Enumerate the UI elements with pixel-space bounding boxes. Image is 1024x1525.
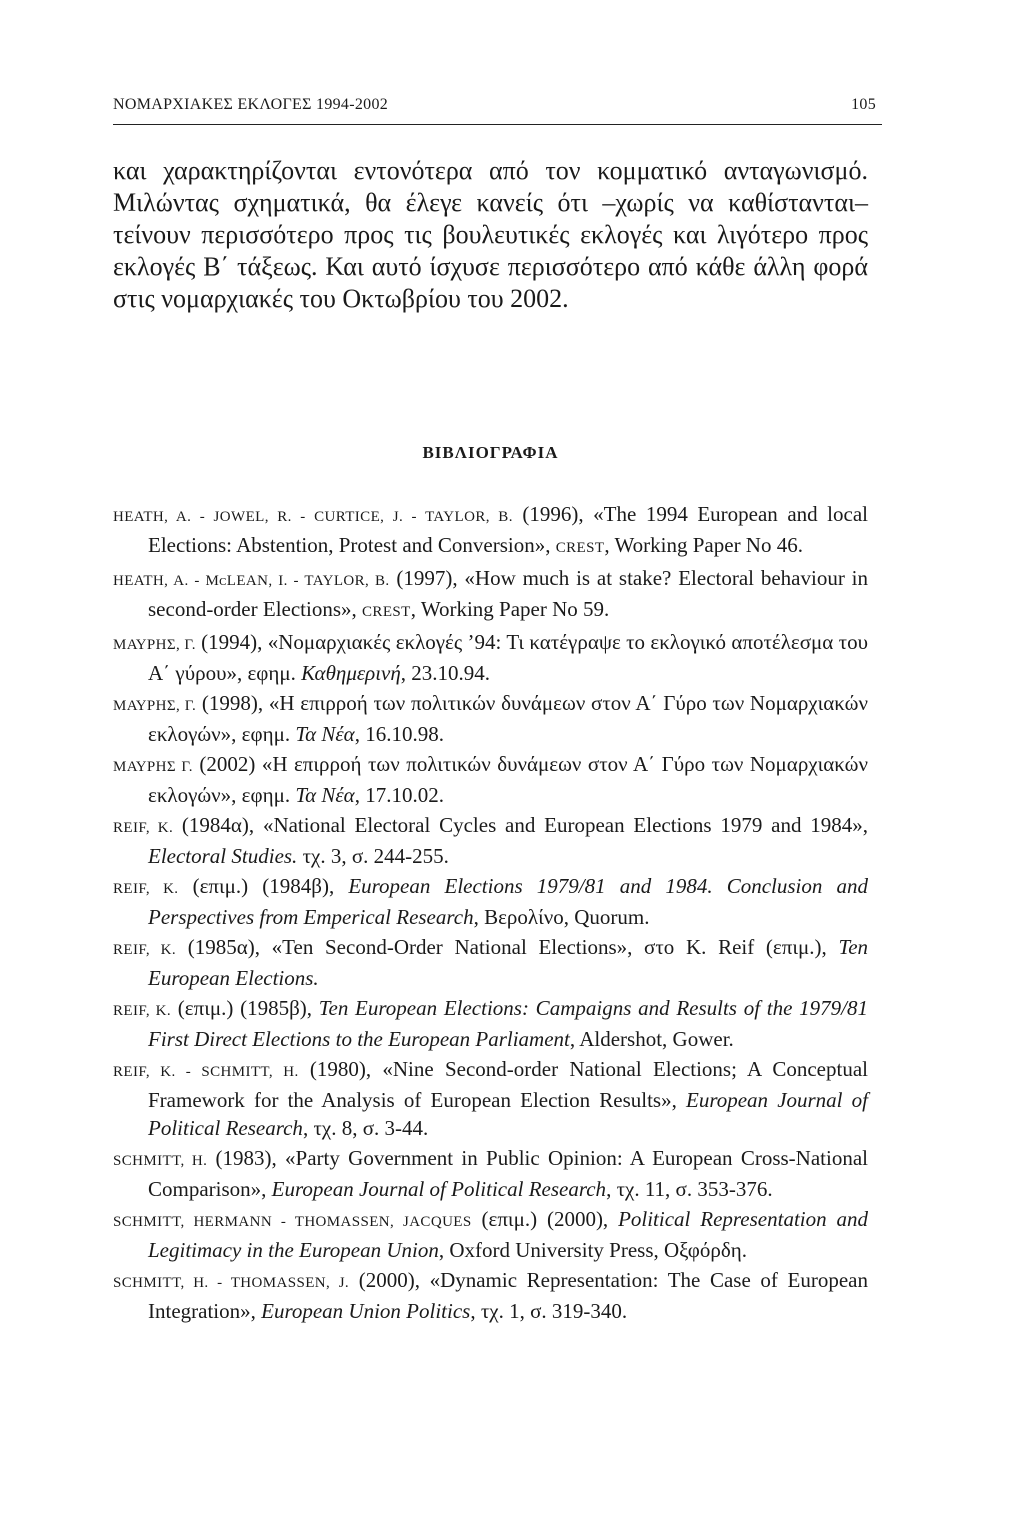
reference-entry <box>113 689 868 748</box>
reference-entry <box>113 1205 868 1264</box>
reference-entry <box>113 564 868 626</box>
reference-author: REIF, K. <box>113 881 179 897</box>
reference-entry <box>113 1055 868 1142</box>
reference-text: (1996), «The 1994 European and local Elections: Abstention, Protest and Conversion», <box>148 502 868 557</box>
reference-title: Τα Νέα <box>295 722 355 746</box>
header-rule <box>113 124 882 125</box>
reference-publisher: CREST <box>362 604 411 620</box>
reference-title: Electoral Studies. <box>148 844 298 868</box>
running-title: ΝΟΜΑΡΧΙΑΚΕΣ ΕΚΛΟΓΕΣ 1994-2002 <box>113 96 389 113</box>
reference-entry <box>113 1266 868 1325</box>
page-number: 105 <box>851 96 876 113</box>
body-text: και χαρακτηρίζονται εντονότερα από τον κομματικό ανταγωνισμό. Μιλώντας σχηματικά, θα έλεγε κανείς ότι –χωρίς να καθίστανται– τείνουν περισσότερο προς τις βουλευτικές εκλογές και λιγότερο προς εκλογές Β΄ τάξεως. Και αυτό ίσχυσε περισσότερο από κάθε άλλη φορά στις νομαρχιακές του Οκτωβρίου του 2002. <box>113 156 868 313</box>
reference-entry <box>113 994 868 1053</box>
reference-text: (επιμ.) (1985β), <box>171 996 319 1020</box>
bibliography-heading: ΒΙΒΛΙΟΓΡΑΦΙΑ <box>422 443 559 462</box>
reference-author: HEATH, A. - MᴄLEAN, I. - TAYLOR, B. <box>113 573 390 589</box>
reference-details: τχ. 3, σ. 244-255. <box>297 844 449 868</box>
reference-title: European Union Politics <box>261 1299 471 1323</box>
reference-entry <box>113 811 868 870</box>
reference-title: Ten European Elections: Campaigns and Results of the 1979/81 First Direct Elections to the European Parliament <box>148 996 868 1051</box>
reference-entry <box>113 750 868 809</box>
reference-title: Καθημερινή <box>301 661 401 685</box>
reference-entry <box>113 500 868 562</box>
reference-list <box>113 500 868 1327</box>
reference-title: Political Representation and Legitimacy in the European Union <box>148 1207 868 1262</box>
reference-text: (1985α), «Ten Second-Order National Elections», στο K. Reif (επιμ.), <box>176 935 839 959</box>
reference-author: SCHMITT, H. - THOMASSEN, J. <box>113 1275 350 1291</box>
reference-text: (1997), «How much is at stake? Electoral behaviour in second-order Elections», <box>148 566 868 621</box>
reference-title: Ten European Elections. <box>148 935 869 990</box>
reference-entry <box>113 872 868 931</box>
body-paragraph <box>113 155 868 315</box>
reference-author: REIF, K. - SCHMITT, H. <box>113 1064 299 1080</box>
reference-author: REIF, K. <box>113 942 177 958</box>
reference-title: European Journal of Political Research <box>271 1177 607 1201</box>
reference-text: (επιμ.) (1984β), <box>178 874 349 898</box>
reference-text: (1980), «Nine Second-order National Elections; A Conceptual Framework for the Analysis of European Election Results», <box>148 1057 868 1112</box>
reference-details: , 23.10.94. <box>400 661 491 685</box>
reference-publisher: CREST <box>555 540 605 556</box>
reference-text: (1994), «Νομαρχιακές εκλογές ’94: Τι κατέγραψε το εκλογικό αποτέλεσμα του Α΄ γύρου», εφημ. <box>148 630 868 685</box>
reference-author: ΜΑΥΡΗΣ Γ. <box>113 759 193 775</box>
reference-entry <box>113 933 868 992</box>
reference-text: (επιμ.) (2000), <box>471 1207 619 1231</box>
reference-author: REIF, K. <box>113 820 174 836</box>
reference-details: , Aldershot, Gower. <box>569 1027 734 1051</box>
reference-entry <box>113 628 868 687</box>
reference-details: , Βερολίνο, Quorum. <box>473 905 650 929</box>
reference-details: , Working Paper No 59. <box>410 597 610 621</box>
reference-details: , τχ. 1, σ. 319-340. <box>470 1299 628 1323</box>
reference-author: REIF, K. <box>113 1003 172 1019</box>
reference-text: (1998), «Η επιρροή των πολιτικών δυνάμεων στον Α΄ Γύρο των Νομαρχιακών εκλογών», εφημ. <box>148 691 868 746</box>
reference-title: Τα Νέα <box>295 783 355 807</box>
reference-details: , 16.10.98. <box>354 722 444 746</box>
reference-title: European Journal of Political Research <box>148 1088 868 1140</box>
reference-details: , 17.10.02. <box>354 783 444 807</box>
reference-author: ΜΑΥΡΗΣ, Γ. <box>113 637 196 653</box>
reference-details: , τχ. 8, σ. 3-44. <box>302 1116 429 1140</box>
reference-author: HEATH, A. - JOWEL, R. - CURTICE, J. - TAYLOR, B. <box>113 509 513 525</box>
reference-title: European Elections 1979/81 and 1984. Conclusion and Perspectives from Emperical Research <box>148 874 868 929</box>
reference-details: , τχ. 11, σ. 353-376. <box>606 1177 773 1201</box>
reference-details: , Oxford University Press, Οξφόρδη. <box>438 1238 747 1262</box>
reference-author: SCHMITT, H. <box>113 1153 208 1169</box>
reference-text: (1983), «Party Government in Public Opinion: A European Cross-National Comparison», <box>148 1146 868 1201</box>
reference-text: (1984α), «National Electoral Cycles and European Elections 1979 and 1984», <box>173 813 868 837</box>
reference-author: ΜΑΥΡΗΣ, Γ. <box>113 698 197 714</box>
reference-details: , Working Paper No 46. <box>604 533 803 557</box>
reference-text: (2002) «Η επιρροή των πολιτικών δυνάμεων στον Α΄ Γύρο των Νομαρχιακών εκλογών», εφημ. <box>148 752 868 807</box>
reference-text: (2000), «Dynamic Representation: The Case of European Integration», <box>148 1268 868 1323</box>
reference-entry <box>113 1144 868 1203</box>
reference-author: SCHMITT, HERMANN - THOMASSEN, JACQUES <box>113 1214 472 1230</box>
